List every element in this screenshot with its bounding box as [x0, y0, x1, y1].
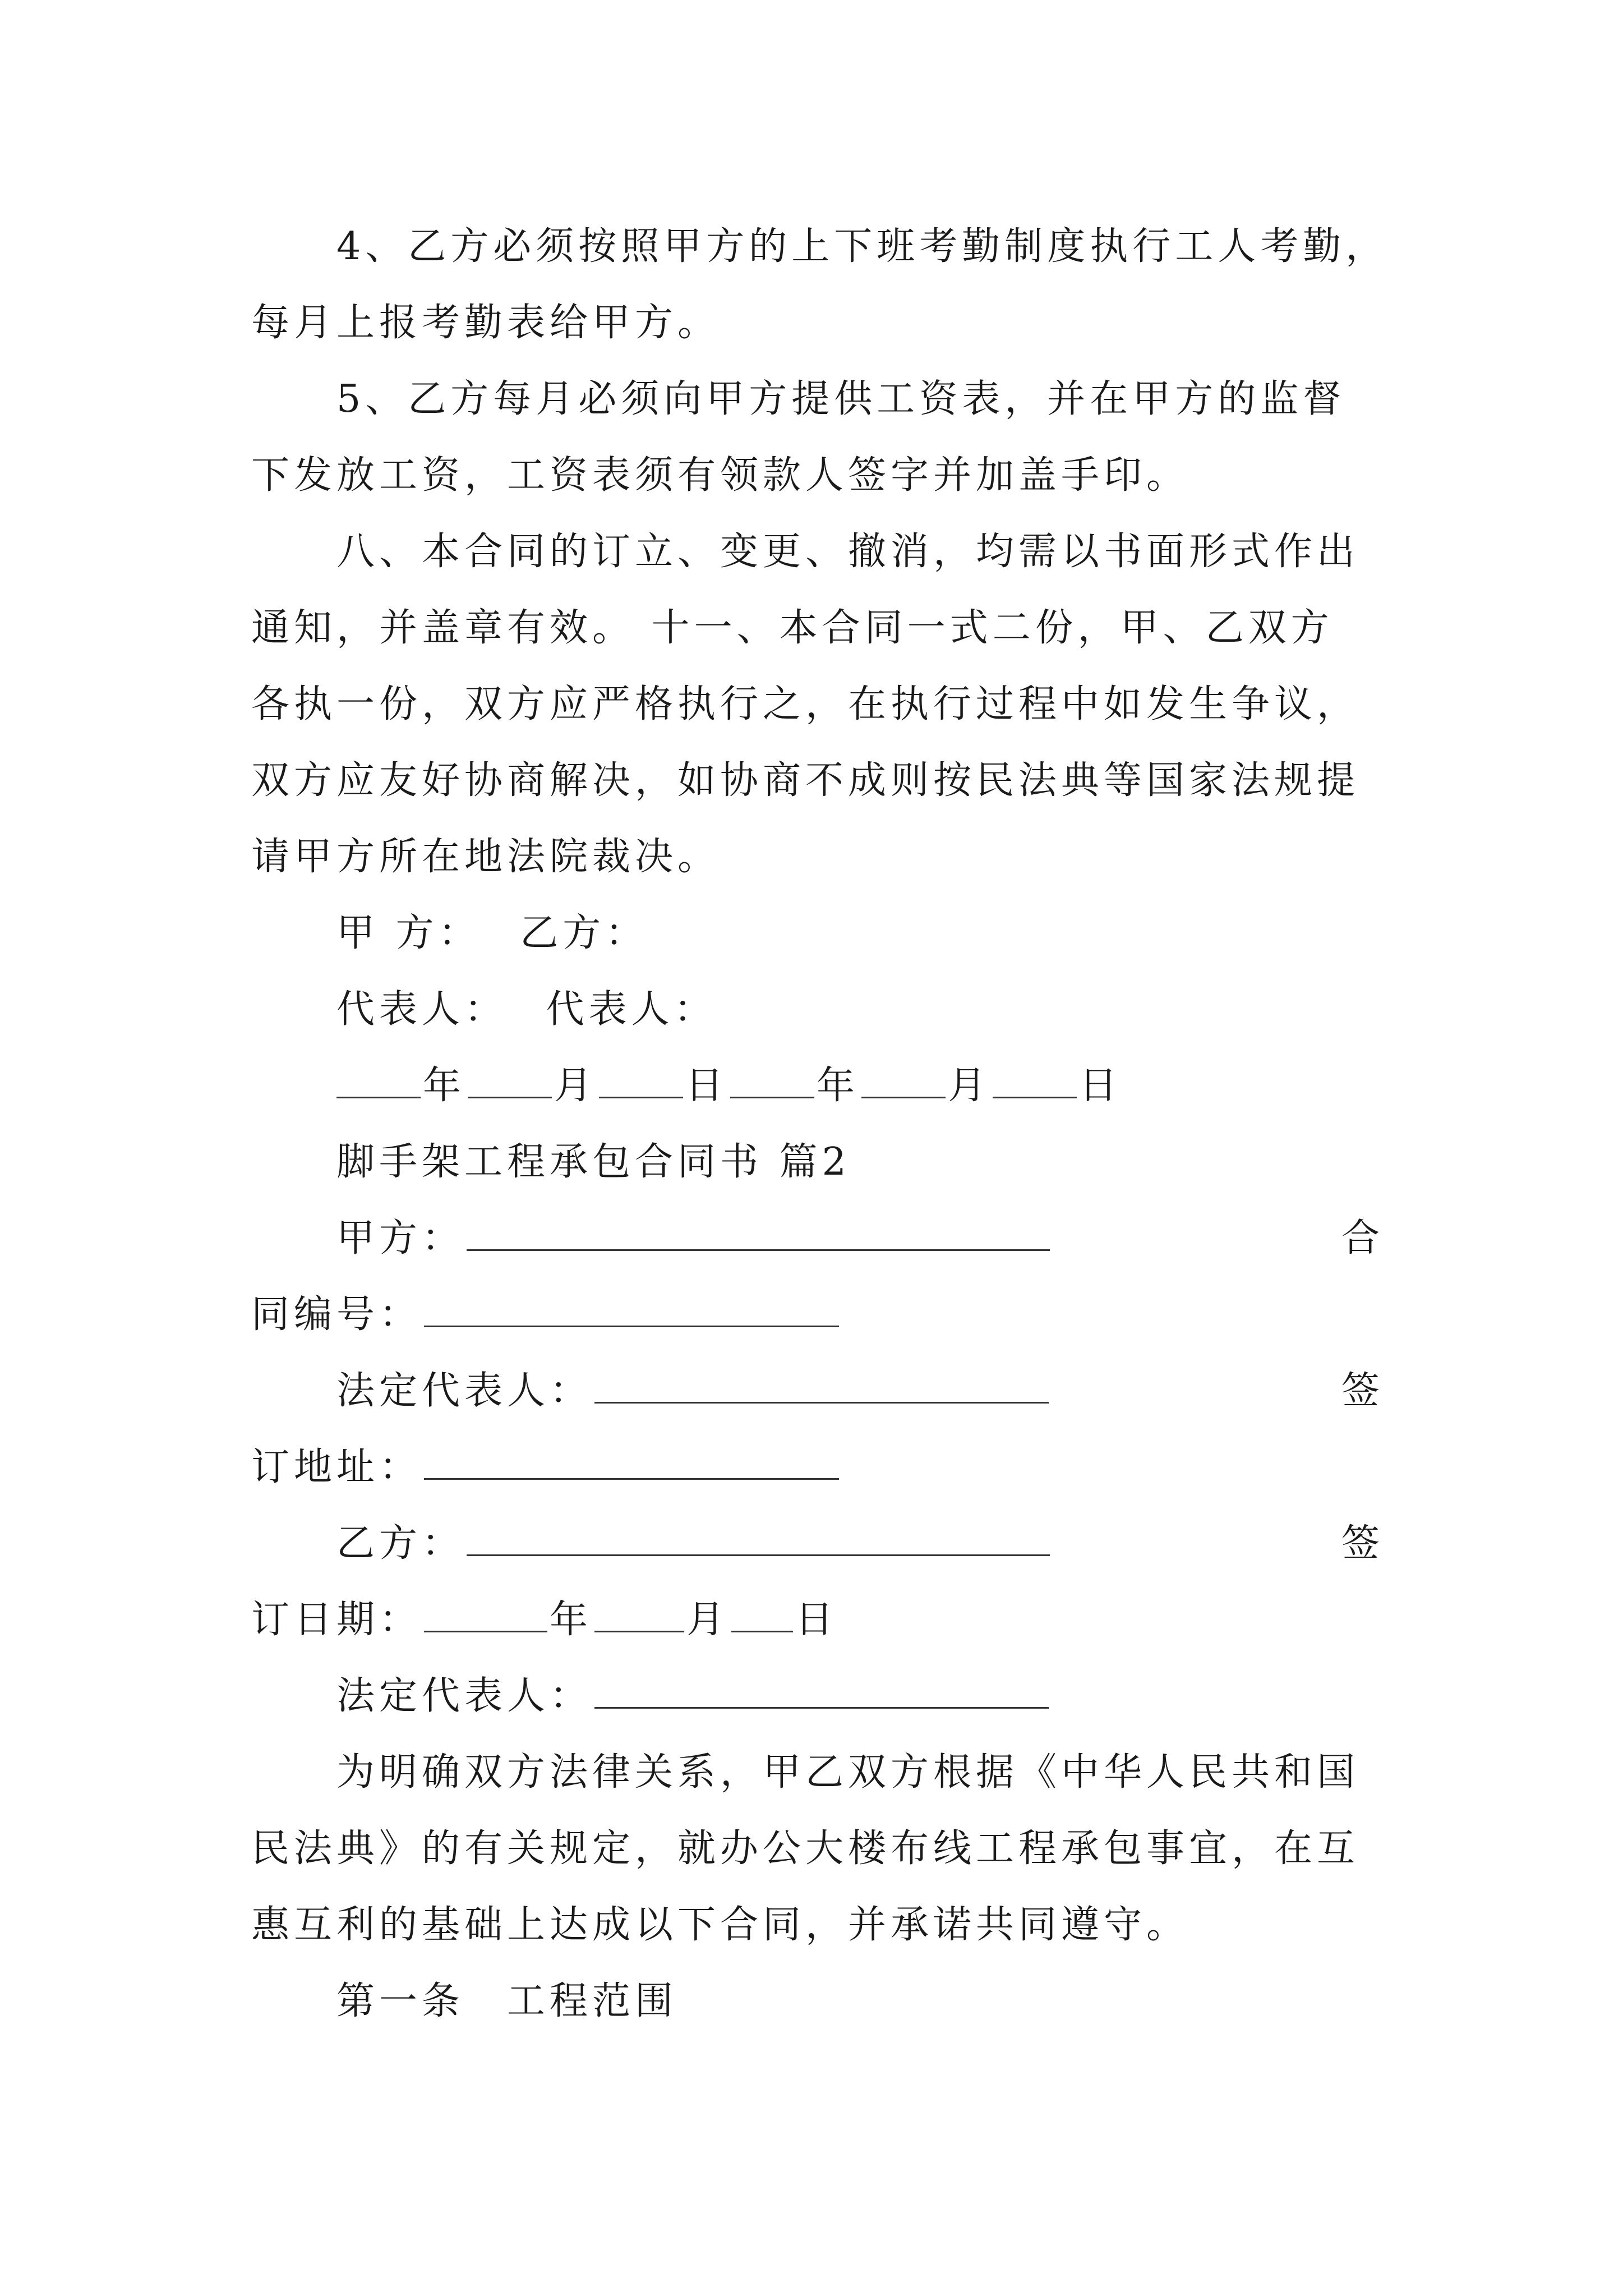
signature-reps [336, 982, 1469, 1038]
sign-day-input[interactable] [731, 1596, 793, 1632]
contract-no-input[interactable] [424, 1291, 839, 1327]
month-label: 月 [686, 1598, 730, 1642]
text-line: 4、乙方必须按照甲方的上下班考勤制度执行工人考勤， [336, 224, 1389, 269]
text-line: 为明确双方法律关系，甲乙双方根据《中华人民共和国 [336, 1750, 1360, 1795]
party-b-input[interactable] [467, 1520, 1050, 1556]
year-label: 年 [817, 1064, 860, 1108]
day-label: 日 [1079, 1064, 1122, 1108]
text-line: 惠互利的基础上达成以下合同，并承诺共同遵守。 [251, 1903, 1189, 1947]
sign-place-label-start: 签 [1341, 1369, 1384, 1413]
sign-date-label: 订日期： [251, 1598, 422, 1642]
party-b-field-label: 乙方： [336, 1521, 465, 1566]
party-b-label: 乙方： [520, 911, 648, 955]
month-label: 月 [554, 1064, 597, 1108]
party-a-label: 甲 方： [336, 911, 481, 955]
text-line: 通知，并盖章有效。 十一、本合同一式二份，甲、乙双方 [251, 606, 1334, 650]
date-blank[interactable] [599, 1062, 683, 1098]
year-label: 年 [550, 1598, 593, 1642]
text-line: 民法典》的有关规定，就办公大楼布线工程承包事宜，在互 [251, 1826, 1360, 1871]
year-label: 年 [423, 1064, 466, 1108]
text-line: 八、本合同的订立、变更、撤消，均需以书面形式作出 [336, 530, 1360, 574]
sign-month-input[interactable] [594, 1596, 684, 1632]
party-a-field-label: 甲方： [336, 1216, 465, 1260]
text-line: 5、乙方每月必须向甲方提供工资表，并在甲方的监督 [336, 377, 1346, 421]
day-label: 日 [685, 1064, 728, 1108]
form-row-party-b [336, 1516, 1469, 1572]
text-line: 每月上报考勤表给甲方。 [251, 301, 721, 345]
form-row-legal-rep [336, 1363, 1469, 1419]
month-label: 月 [948, 1064, 991, 1108]
signature-parties [336, 905, 1469, 961]
form-row-legal-rep-b [336, 1668, 1469, 1724]
text-line: 请甲方所在地法院裁决。 [251, 835, 721, 879]
form-row-party-a [336, 1211, 1469, 1267]
day-label: 日 [795, 1598, 838, 1642]
date-blank[interactable] [336, 1062, 421, 1098]
rep-a-label: 代表人： [336, 987, 508, 1032]
date-blank[interactable] [468, 1062, 552, 1098]
contract-no-label-start: 合 [1341, 1216, 1384, 1260]
legal-rep-input[interactable] [594, 1367, 1049, 1404]
form-row-contract-no [251, 1287, 1384, 1343]
article-heading: 第一条 工程范围 [336, 1979, 678, 2023]
legal-rep-label: 法定代表人： [336, 1369, 593, 1413]
sign-year-input[interactable] [424, 1596, 547, 1632]
sign-place-input[interactable] [424, 1443, 839, 1480]
party-a-input[interactable] [467, 1214, 1050, 1251]
text-line: 下发放工资，工资表须有领款人签字并加盖手印。 [251, 453, 1189, 498]
date-blank[interactable] [993, 1062, 1077, 1098]
sign-place-label: 订地址： [251, 1445, 422, 1489]
rep-b-label: 代表人： [546, 987, 717, 1032]
date-blank[interactable] [861, 1062, 946, 1098]
text-line: 双方应友好协商解决，如协商不成则按民法典等国家法规提 [251, 758, 1360, 803]
form-row-sign-date [251, 1592, 1384, 1648]
date-blank[interactable] [730, 1062, 814, 1098]
contract-no-label: 同编号： [251, 1292, 422, 1337]
sign-date-label-start: 签 [1341, 1521, 1384, 1566]
section-title: 脚手架工程承包合同书 篇2 [336, 1140, 851, 1184]
text-line: 各执一份，双方应严格执行之，在执行过程中如发生争议， [251, 682, 1360, 726]
legal-rep-label: 法定代表人： [336, 1674, 593, 1718]
signature-dates [336, 1058, 1469, 1114]
form-row-sign-place [251, 1439, 1384, 1496]
legal-rep-b-input[interactable] [594, 1672, 1049, 1709]
